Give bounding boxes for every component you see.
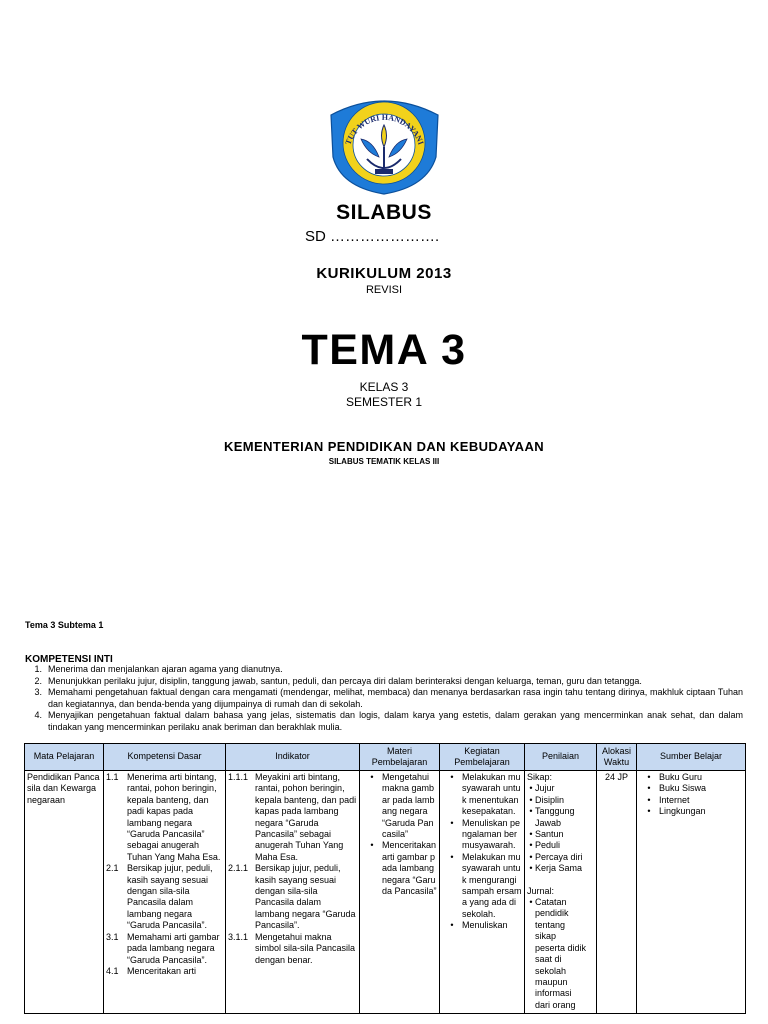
indikator-item	[228, 772, 357, 863]
cell-materi	[360, 771, 440, 1014]
kompetensi-inti-list	[25, 664, 743, 734]
header-penilaian: Penilaian	[525, 744, 597, 771]
indikator-number: 2.1.1	[228, 863, 249, 874]
indikator-item	[228, 932, 357, 966]
bullet-icon: •	[450, 851, 454, 862]
header-mapel: Mata Pelajaran	[25, 744, 104, 771]
list-item-text: Menunjukkan perilaku jujur, disiplin, tanggung jawab, santun, peduli, dan percaya diri dalam berinteraksi dengan keluarga, teman, guru dan tetangga.	[48, 675, 642, 686]
indikator-number: 1.1.1	[228, 772, 249, 782]
list-item	[527, 783, 594, 794]
list-item	[25, 676, 743, 688]
bullet-icon: •	[647, 806, 651, 817]
list-item	[362, 840, 437, 897]
bullet-icon: •	[529, 829, 533, 840]
bullet-icon: •	[529, 897, 533, 908]
list-item	[639, 783, 743, 794]
cell-kegiatan	[440, 771, 525, 1014]
list-item	[527, 795, 594, 806]
indikator-text: Mengetahui makna simbol sila-sila Pancasila dengan benar.	[255, 931, 356, 965]
bullet-icon: •	[450, 920, 454, 931]
list-item	[442, 920, 522, 931]
cell-mapel: Pendidikan Pancasila dan Kewarganegaraan	[25, 771, 104, 1014]
bullet-icon: •	[529, 794, 533, 805]
spacer	[527, 875, 594, 886]
bullet-icon: •	[647, 794, 651, 805]
cell-indikator	[226, 771, 360, 1014]
kd-number: 2.1	[106, 863, 119, 874]
bullet-icon: •	[529, 783, 533, 794]
list-item	[527, 829, 594, 840]
school-name-field: SD ………………….	[305, 228, 440, 245]
materi-text: Menceritakan arti gambar pada lambang negara “Garuda Pancasila”	[382, 840, 437, 897]
materi-text: Mengetahui makna gambar pada lambang negara “Garuda Pancasila”	[382, 772, 435, 840]
ministry-name: KEMENTERIAN PENDIDIKAN DAN KEBUDAYAAN	[223, 439, 545, 454]
cell-kompetensi-dasar	[104, 771, 226, 1014]
document-subtitle: SILABUS TEMATIK KELAS III	[328, 457, 440, 466]
sikap-item: Peduli	[535, 840, 561, 851]
cell-sumber	[637, 771, 746, 1014]
bullet-icon: •	[450, 772, 454, 782]
bullet-icon: •	[529, 851, 533, 862]
list-item	[25, 687, 743, 710]
list-item-number: 4.	[34, 710, 42, 721]
bullet-icon: •	[370, 840, 374, 851]
sumber-item: Buku Siswa	[659, 783, 707, 794]
list-item	[442, 818, 522, 852]
kd-text: Memahami arti gambar pada lambang negara “Garuda Pancasila”.	[127, 931, 220, 965]
bullet-icon: •	[647, 783, 651, 794]
kegiatan-text: Melakukan musyawarah untuk menentukan kesepakatan.	[462, 772, 521, 817]
list-item	[527, 840, 594, 851]
list-item-number: 3.	[34, 687, 42, 698]
header-kegiatan: Kegiatan Pembelajaran	[440, 744, 525, 771]
list-item	[442, 772, 522, 818]
logo-motto: TUT WURI HANDAYANI	[343, 112, 426, 147]
indikator-item	[228, 863, 357, 931]
list-item	[527, 806, 594, 829]
kd-item	[106, 932, 223, 966]
sikap-item: Disiplin	[535, 794, 565, 805]
list-item	[442, 852, 522, 920]
list-item	[639, 772, 743, 783]
table-header-row	[25, 744, 746, 771]
list-item	[527, 852, 594, 863]
header-sumber: Sumber Belajar	[637, 744, 746, 771]
syllabus-table	[24, 743, 746, 1014]
sikap-item: Tanggung Jawab	[535, 806, 575, 828]
document-title: SILABUS	[336, 201, 432, 224]
kegiatan-text: Menuliskan pengalaman bermusyawarah.	[462, 817, 521, 851]
list-item	[25, 664, 743, 676]
kegiatan-text: Melakukan musyawarah untuk mengurangi sampah ersama yang ada di sekolah.	[462, 851, 522, 919]
list-item	[527, 897, 594, 1011]
cell-alokasi: 24 JP	[597, 771, 637, 1014]
bullet-icon: •	[529, 840, 533, 851]
list-item-number: 1.	[34, 664, 42, 674]
header-kompetensi-dasar: Kompetensi Dasar	[104, 744, 226, 771]
list-item	[25, 710, 743, 733]
jurnal-label: Jurnal:	[527, 885, 555, 896]
header-indikator: Indikator	[226, 744, 360, 771]
kd-item	[106, 966, 223, 977]
sumber-item: Internet	[659, 794, 690, 805]
indikator-number: 3.1.1	[228, 931, 249, 942]
kompetensi-inti-heading: KOMPETENSI INTI	[25, 654, 113, 665]
bullet-icon: •	[450, 817, 454, 828]
sikap-item: Jujur	[535, 783, 555, 794]
sikap-item: Percaya diri	[535, 851, 583, 862]
curriculum-label: KURIKULUM 2013	[316, 265, 452, 282]
table-row	[25, 771, 746, 1014]
list-item-text: Memahami pengetahuan faktual dengan cara mengamati (mendengar, melihat, membaca) dan menanya berdasarkan rasa ingin tahu tentang dirinya, makhluk ciptaan Tuhan dan kegiatannya, dan benda-benda yang dijumpainya di rumah dan di sekolah.	[48, 687, 743, 709]
theme-title: TEMA 3	[301, 326, 467, 374]
sikap-label: Sikap:	[527, 772, 553, 782]
revision-label: REVISI	[365, 284, 403, 296]
bullet-icon: •	[647, 772, 651, 782]
bullet-icon: •	[529, 806, 533, 817]
list-item	[527, 863, 594, 874]
subtheme-label: Tema 3 Subtema 1	[25, 620, 104, 630]
kd-number: 4.1	[106, 965, 119, 976]
semester-label: SEMESTER 1	[345, 395, 423, 409]
sikap-item: Santun	[535, 829, 564, 840]
jurnal-item: Catatan pendidik tentang sikap peserta didik saat di sekolah maupun informasi dari orang	[535, 897, 587, 1010]
sikap-item: Kerja Sama	[535, 863, 583, 874]
list-item-text: Menerima dan menjalankan ajaran agama yang dianutnya.	[48, 664, 283, 674]
kd-text: Bersikap jujur, peduli, kasih sayang sesuai dengan sila-sila Pancasila dalam lambang negara “Garuda Pancasila”.	[127, 863, 213, 931]
indikator-text: Bersikap jujur, peduli, kasih sayang sesuai dengan sila-sila Pancasila dalam lambang negara “Garuda Pancasila”.	[255, 863, 356, 931]
list-item-number: 2.	[34, 675, 42, 686]
list-item	[362, 772, 437, 840]
bullet-icon: •	[529, 863, 533, 874]
header-alokasi: Alokasi Waktu	[597, 744, 637, 771]
list-item	[639, 795, 743, 806]
bullet-icon: •	[370, 772, 374, 782]
kd-number: 3.1	[106, 931, 119, 942]
list-item-text: Menyajikan pengetahuan faktual dalam bahasa yang jelas, sistematis dan logis, dalam karya yang estetis, dalam gerakan yang mencerminkan anak sehat, dan dalam tindakan yang mencerminkan perilaku anak beriman dan berakhlak mulia.	[48, 710, 743, 732]
kd-text: Menceritakan arti	[127, 965, 197, 976]
header-materi: Materi Pembelajaran	[360, 744, 440, 771]
sumber-item: Buku Guru	[659, 772, 703, 782]
kd-item	[106, 863, 223, 931]
list-item	[639, 806, 743, 817]
kd-number: 1.1	[106, 772, 119, 782]
sumber-item: Lingkungan	[659, 806, 706, 817]
cell-penilaian	[525, 771, 597, 1014]
kegiatan-text: Menuliskan	[462, 920, 508, 931]
tut-wuri-handayani-logo	[327, 95, 442, 195]
class-label: KELAS 3	[359, 380, 409, 394]
kd-text: Menerima arti bintang, rantai, pohon beringin, kepala banteng, dan padi kapas pada lambang negara “Garuda Pancasila” sebagai anugerah Tuhan Yang Maha Esa.	[127, 772, 221, 862]
kd-item	[106, 772, 223, 863]
indikator-text: Meyakini arti bintang, rantai, pohon beringin, kepala banteng, dan padi kapas pada lambang negara “Garuda Pancasila” sebagai anugerah Tuhan Yang Maha Esa.	[255, 772, 357, 862]
